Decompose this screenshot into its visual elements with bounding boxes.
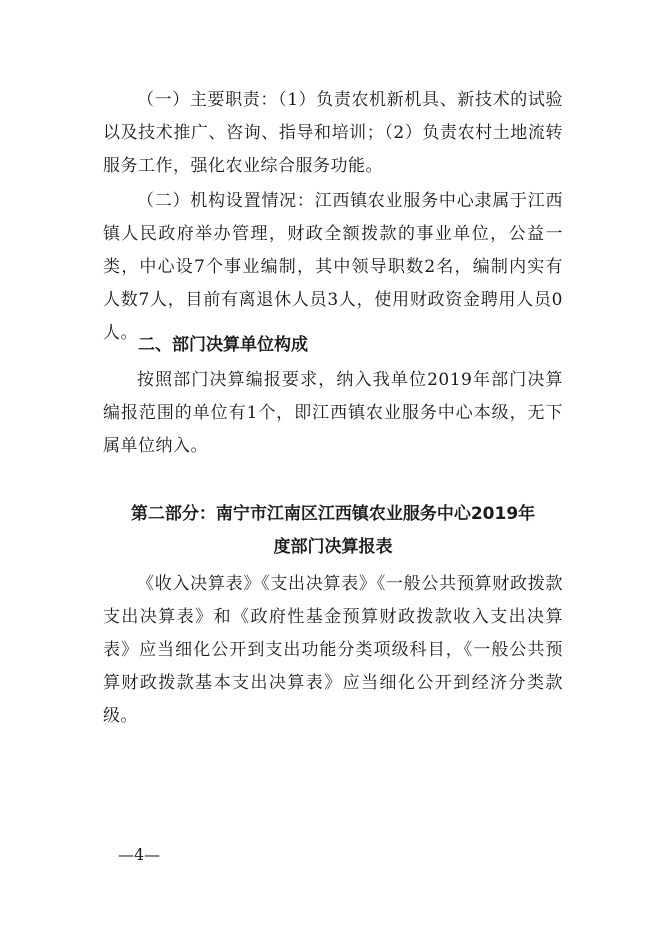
- section-heading-unit-composition: 二、部门决算单位构成: [138, 335, 308, 355]
- part-title-line-1: 第二部分：南宁市江南区江西镇农业服务中心2019年: [130, 504, 536, 524]
- part-title-line-2: 度部门决算报表: [273, 537, 393, 557]
- reports-paragraph: 《收入决算表》《支出决算表》《一般公共预算财政拨款支出决算表》和《政府性基金预算财政拨款收入支出决算表》应当细化公开到支出功能分类项级科目，《一般公共预算财政拨款基本支出决算表》应当细化公开到经济分类款级。: [103, 574, 563, 726]
- unit-composition-paragraph: 按照部门决算编报要求，纳入我单位2019年部门决算编报范围的单位有1个，即江西镇农业服务中心本级，无下属单位纳入。: [103, 370, 563, 456]
- page-number: —4—: [118, 845, 161, 864]
- duties-paragraph: （一）主要职责：（1）负责农机新机具、新技术的试验以及技术推广、咨询、指导和培训；（2）负责农村土地流转服务工作，强化农业综合服务功能。: [103, 90, 563, 176]
- organization-paragraph: （二）机构设置情况：江西镇农业服务中心隶属于江西镇人民政府举办管理，财政全额拨款的事业单位，公益一类，中心设7个事业编制，其中领导职数2名，编制内实有人数7人，目前有离退休人员3人，使用财政资金聘用人员0人。: [103, 191, 563, 343]
